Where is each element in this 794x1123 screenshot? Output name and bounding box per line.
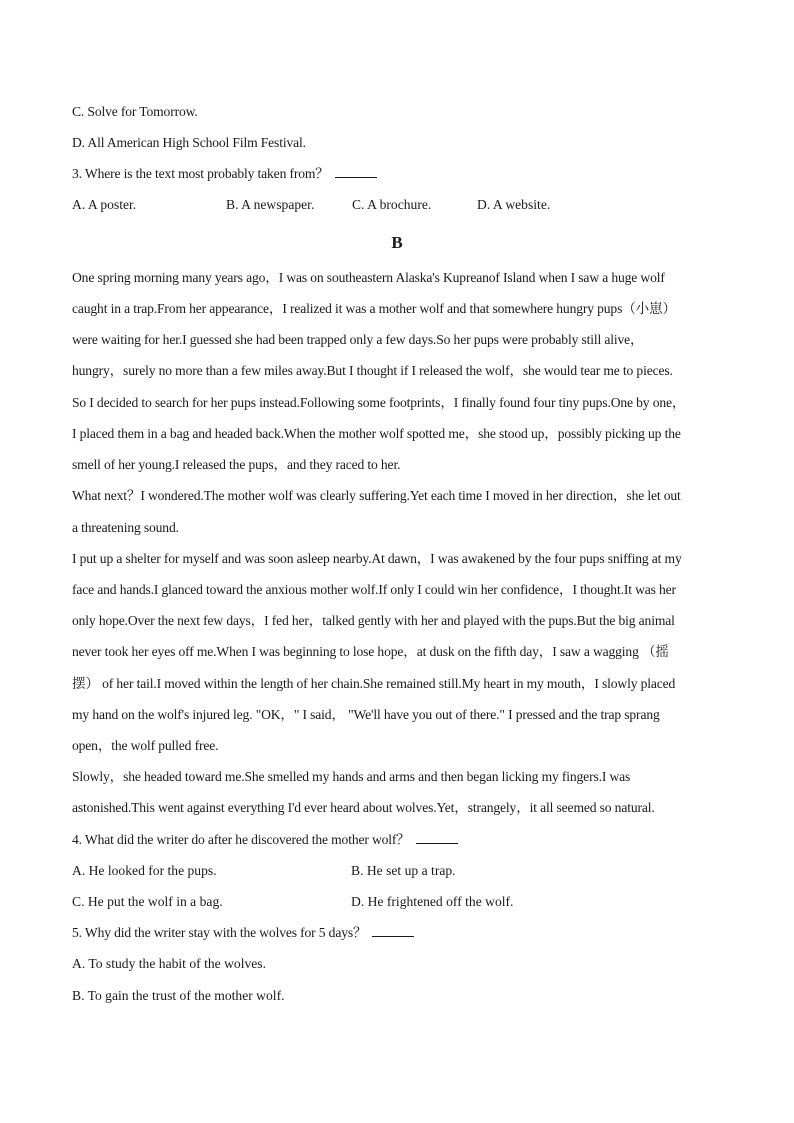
q4-option-b: B. He set up a trap. <box>351 863 456 878</box>
q3-option-c: C. A brochure. <box>352 197 432 212</box>
passage-line: face and hands.I glanced toward the anxious mother wolf.If only I could win her confidence，I thought.It was her <box>72 582 676 597</box>
q4-option-a: A. He looked for the pups. <box>72 863 217 878</box>
passage-line: never took her eyes off me.When I was beginning to lose hope，at dusk on the fifth day，I saw a wagging （摇 <box>72 644 669 659</box>
passage-line: a threatening sound. <box>72 520 179 535</box>
q4-option-c: C. He put the wolf in a bag. <box>72 894 223 909</box>
answer-blank <box>372 924 414 937</box>
question-5 <box>72 924 414 942</box>
passage-line: 摆） of her tail.I moved within the length of her chain.She remained still.My heart in my mouth，I slowly placed <box>72 676 676 691</box>
q5-option-b: B. To gain the trust of the mother wolf. <box>72 988 285 1003</box>
passage-line: I put up a shelter for myself and was soon asleep nearby.At dawn，I was awakened by the four pups sniffing at my <box>72 551 682 566</box>
question-3 <box>72 165 377 183</box>
question-3-text: 3. Where is the text most probably taken from？ <box>72 166 329 181</box>
q3-option-a: A. A poster. <box>72 197 137 212</box>
q3-option-d: D. A website. <box>477 197 551 212</box>
section-heading: B <box>391 233 403 252</box>
passage-line: Slowly，she headed toward me.She smelled my hands and arms and then began licking my fingers.I was <box>72 769 631 784</box>
q4-option-d: D. He frightened off the wolf. <box>351 894 514 909</box>
passage-line: only hope.Over the next few days，I fed her，talked gently with her and played with the pups.But the big animal <box>72 613 675 628</box>
passage-line: smell of her young.I released the pups，and they raced to her. <box>72 457 401 472</box>
question-5-text: 5. Why did the writer stay with the wolves for 5 days？ <box>72 925 367 940</box>
passage-line: hungry，surely no more than a few miles away.But I thought if I released the wolf，she would tear me to pieces. <box>72 363 673 378</box>
q3-option-b: B. A newspaper. <box>226 197 315 212</box>
passage-line: So I decided to search for her pups instead.Following some footprints，I finally found four tiny pups.One by one， <box>72 395 686 410</box>
answer-blank <box>416 831 458 844</box>
passage-line: astonished.This went against everything I'd ever heard about wolves.Yet，strangely，it all seemed so natural. <box>72 800 655 815</box>
answer-blank <box>335 165 377 178</box>
passage-line: What next？I wondered.The mother wolf was clearly suffering.Yet each time I moved in her direction，she let out <box>72 488 681 503</box>
option-c-line: C. Solve for Tomorrow. <box>72 104 198 119</box>
question-4-text: 4. What did the writer do after he discovered the mother wolf？ <box>72 832 410 847</box>
passage-line: my hand on the wolf's injured leg. "OK，" I said， "We'll have you out of there." I pressed and the trap sprang <box>72 707 660 722</box>
passage-line: open，the wolf pulled free. <box>72 738 219 753</box>
q5-option-a: A. To study the habit of the wolves. <box>72 956 266 971</box>
passage-line: were waiting for her.I guessed she had been trapped only a few days.So her pups were probably still alive， <box>72 332 644 347</box>
passage-line: I placed them in a bag and headed back.When the mother wolf spotted me，she stood up，possibly picking up the <box>72 426 681 441</box>
option-d-line: D. All American High School Film Festival. <box>72 135 306 150</box>
passage-line: One spring morning many years ago，I was on southeastern Alaska's Kupreanof Island when I saw a huge wolf <box>72 270 665 285</box>
passage-line: caught in a trap.From her appearance，I realized it was a mother wolf and that somewhere hungry pups（小崽） <box>72 301 676 316</box>
question-4 <box>72 831 458 849</box>
